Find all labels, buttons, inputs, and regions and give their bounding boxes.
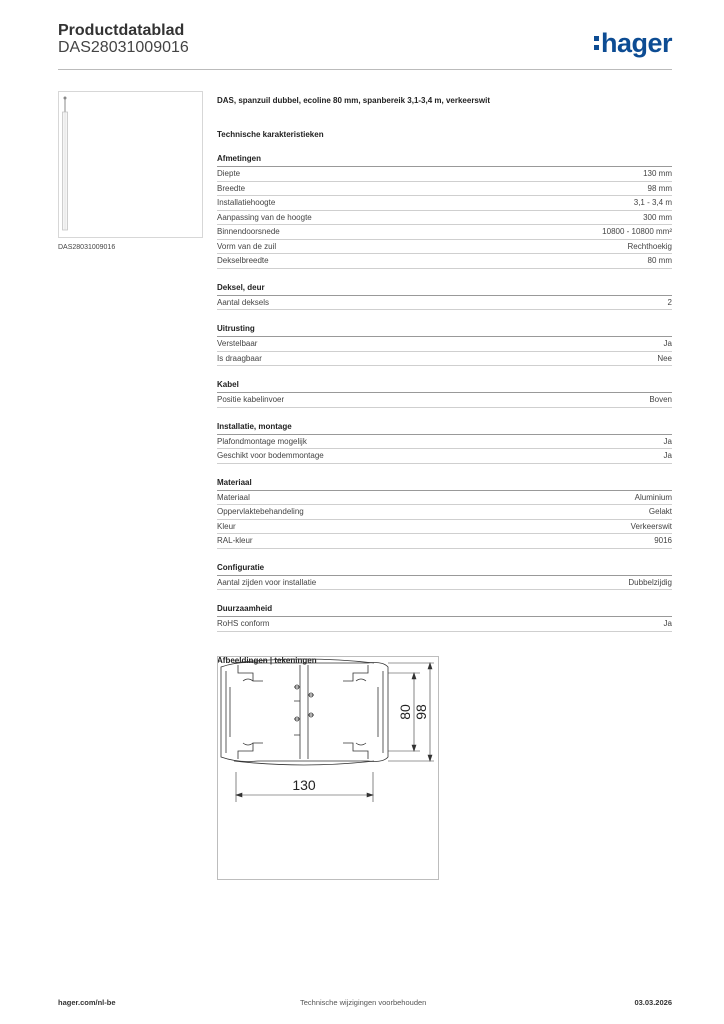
section-heading: Duurzaamheid	[217, 604, 672, 617]
spec-value: Gelakt	[648, 507, 672, 516]
spec-row	[217, 254, 672, 269]
spec-row	[217, 491, 672, 506]
spec-value: Verkeerswit	[630, 521, 672, 531]
spec-row	[217, 196, 672, 211]
spec-row	[217, 576, 672, 591]
spec-label: RAL-kleur	[217, 536, 253, 545]
spec-row	[217, 211, 672, 226]
spec-main	[217, 96, 672, 668]
spec-label: Oppervlaktebehandeling	[217, 507, 304, 516]
spec-value: 10800 - 10800 mm²	[602, 227, 672, 236]
spec-value: 9016	[654, 536, 672, 545]
dim-height-label: 98	[413, 704, 429, 720]
profile-cross-section-icon	[218, 657, 438, 879]
section-heading: Materiaal	[217, 478, 672, 491]
spec-row	[217, 337, 672, 352]
product-image	[58, 91, 203, 238]
spec-row	[217, 296, 672, 311]
dim-cover-label: 80	[397, 704, 413, 720]
spec-row	[217, 182, 672, 197]
spec-section	[217, 563, 672, 591]
spec-value: Boven	[649, 395, 672, 404]
spec-label: Kleur	[217, 521, 236, 531]
spec-row	[217, 225, 672, 240]
spec-label: Diepte	[217, 169, 241, 178]
footer-disclaimer: Technische wijzigingen voorbehouden	[300, 998, 427, 1007]
header-divider	[58, 69, 672, 70]
spec-value: Aluminium	[634, 492, 672, 502]
spec-section	[217, 283, 672, 311]
spec-label: Positie kabelinvoer	[217, 395, 285, 404]
product-image-caption: DAS28031009016	[58, 244, 116, 251]
spec-label: RoHS conform	[217, 619, 270, 628]
page-title: Productdatablad	[58, 22, 185, 39]
logo-text: hager	[600, 28, 672, 58]
spec-label: Dekselbreedte	[217, 256, 269, 265]
technical-drawing	[217, 656, 439, 880]
spec-value: 300 mm	[643, 212, 672, 222]
spec-row	[217, 435, 672, 450]
spec-section	[217, 478, 672, 549]
spec-label: Breedte	[217, 183, 246, 193]
spec-label: Materiaal	[217, 492, 250, 502]
tech-heading: Technische karakteristieken	[217, 130, 324, 139]
spec-row	[217, 505, 672, 520]
section-heading: Afmetingen	[217, 154, 672, 167]
spec-row	[217, 240, 672, 255]
spec-value: 3,1 - 3,4 m	[633, 198, 672, 207]
spec-value: Ja	[663, 451, 672, 460]
spec-label: Aanpassing van de hoogte	[217, 212, 312, 222]
spec-row	[217, 449, 672, 464]
spec-value: 80 mm	[647, 256, 672, 265]
logo-dots-icon	[594, 28, 599, 50]
spec-section	[217, 380, 672, 408]
spec-value: Dubbelzijdig	[628, 577, 672, 587]
section-heading: Uitrusting	[217, 324, 672, 337]
footer-date: 03.03.2026	[634, 998, 672, 1007]
footer-website-link[interactable]: hager.com/nl-be	[58, 998, 116, 1007]
spec-label: Installatiehoogte	[217, 198, 276, 207]
section-heading: Configuratie	[217, 563, 672, 576]
spec-section	[217, 154, 672, 269]
spec-value: 130 mm	[643, 169, 672, 178]
spec-value: 98 mm	[647, 183, 672, 193]
product-title: DAS, spanzuil dubbel, ecoline 80 mm, spanbereik 3,1-3,4 m, verkeerswit	[217, 96, 490, 105]
spec-value: Ja	[663, 619, 672, 628]
spec-row	[217, 520, 672, 535]
spec-value: Ja	[663, 339, 672, 348]
spec-label: Geschikt voor bodemmontage	[217, 451, 324, 460]
spec-section	[217, 324, 672, 366]
spec-label: Aantal zijden voor installatie	[217, 577, 317, 587]
spec-label: Verstelbaar	[217, 339, 258, 348]
images-heading: Afbeeldingen | tekeningen	[217, 655, 317, 665]
section-heading: Kabel	[217, 380, 672, 393]
dim-width-label: 130	[292, 777, 316, 793]
section-heading: Installatie, montage	[217, 422, 672, 435]
spec-value: Ja	[663, 436, 672, 446]
spec-value: Rechthoekig	[627, 241, 672, 251]
spec-label: Plafondmontage mogelijk	[217, 436, 307, 446]
spec-label: Vorm van de zuil	[217, 241, 277, 251]
section-heading: Deksel, deur	[217, 283, 672, 296]
spec-section	[217, 422, 672, 464]
product-code: DAS28031009016	[58, 39, 189, 56]
spec-sections	[217, 154, 672, 632]
spec-label: Aantal deksels	[217, 297, 270, 307]
spec-row	[217, 352, 672, 367]
spec-row	[217, 393, 672, 408]
hager-logo	[594, 28, 672, 59]
spec-label: Is draagbaar	[217, 353, 262, 363]
spec-row	[217, 617, 672, 632]
spanzuil-pole-icon	[59, 92, 202, 237]
spec-row	[217, 167, 672, 182]
spec-row	[217, 534, 672, 549]
spec-value: Nee	[657, 353, 672, 363]
spec-label: Binnendoorsnede	[217, 227, 280, 236]
spec-value: 2	[667, 297, 672, 307]
spec-section	[217, 604, 672, 632]
